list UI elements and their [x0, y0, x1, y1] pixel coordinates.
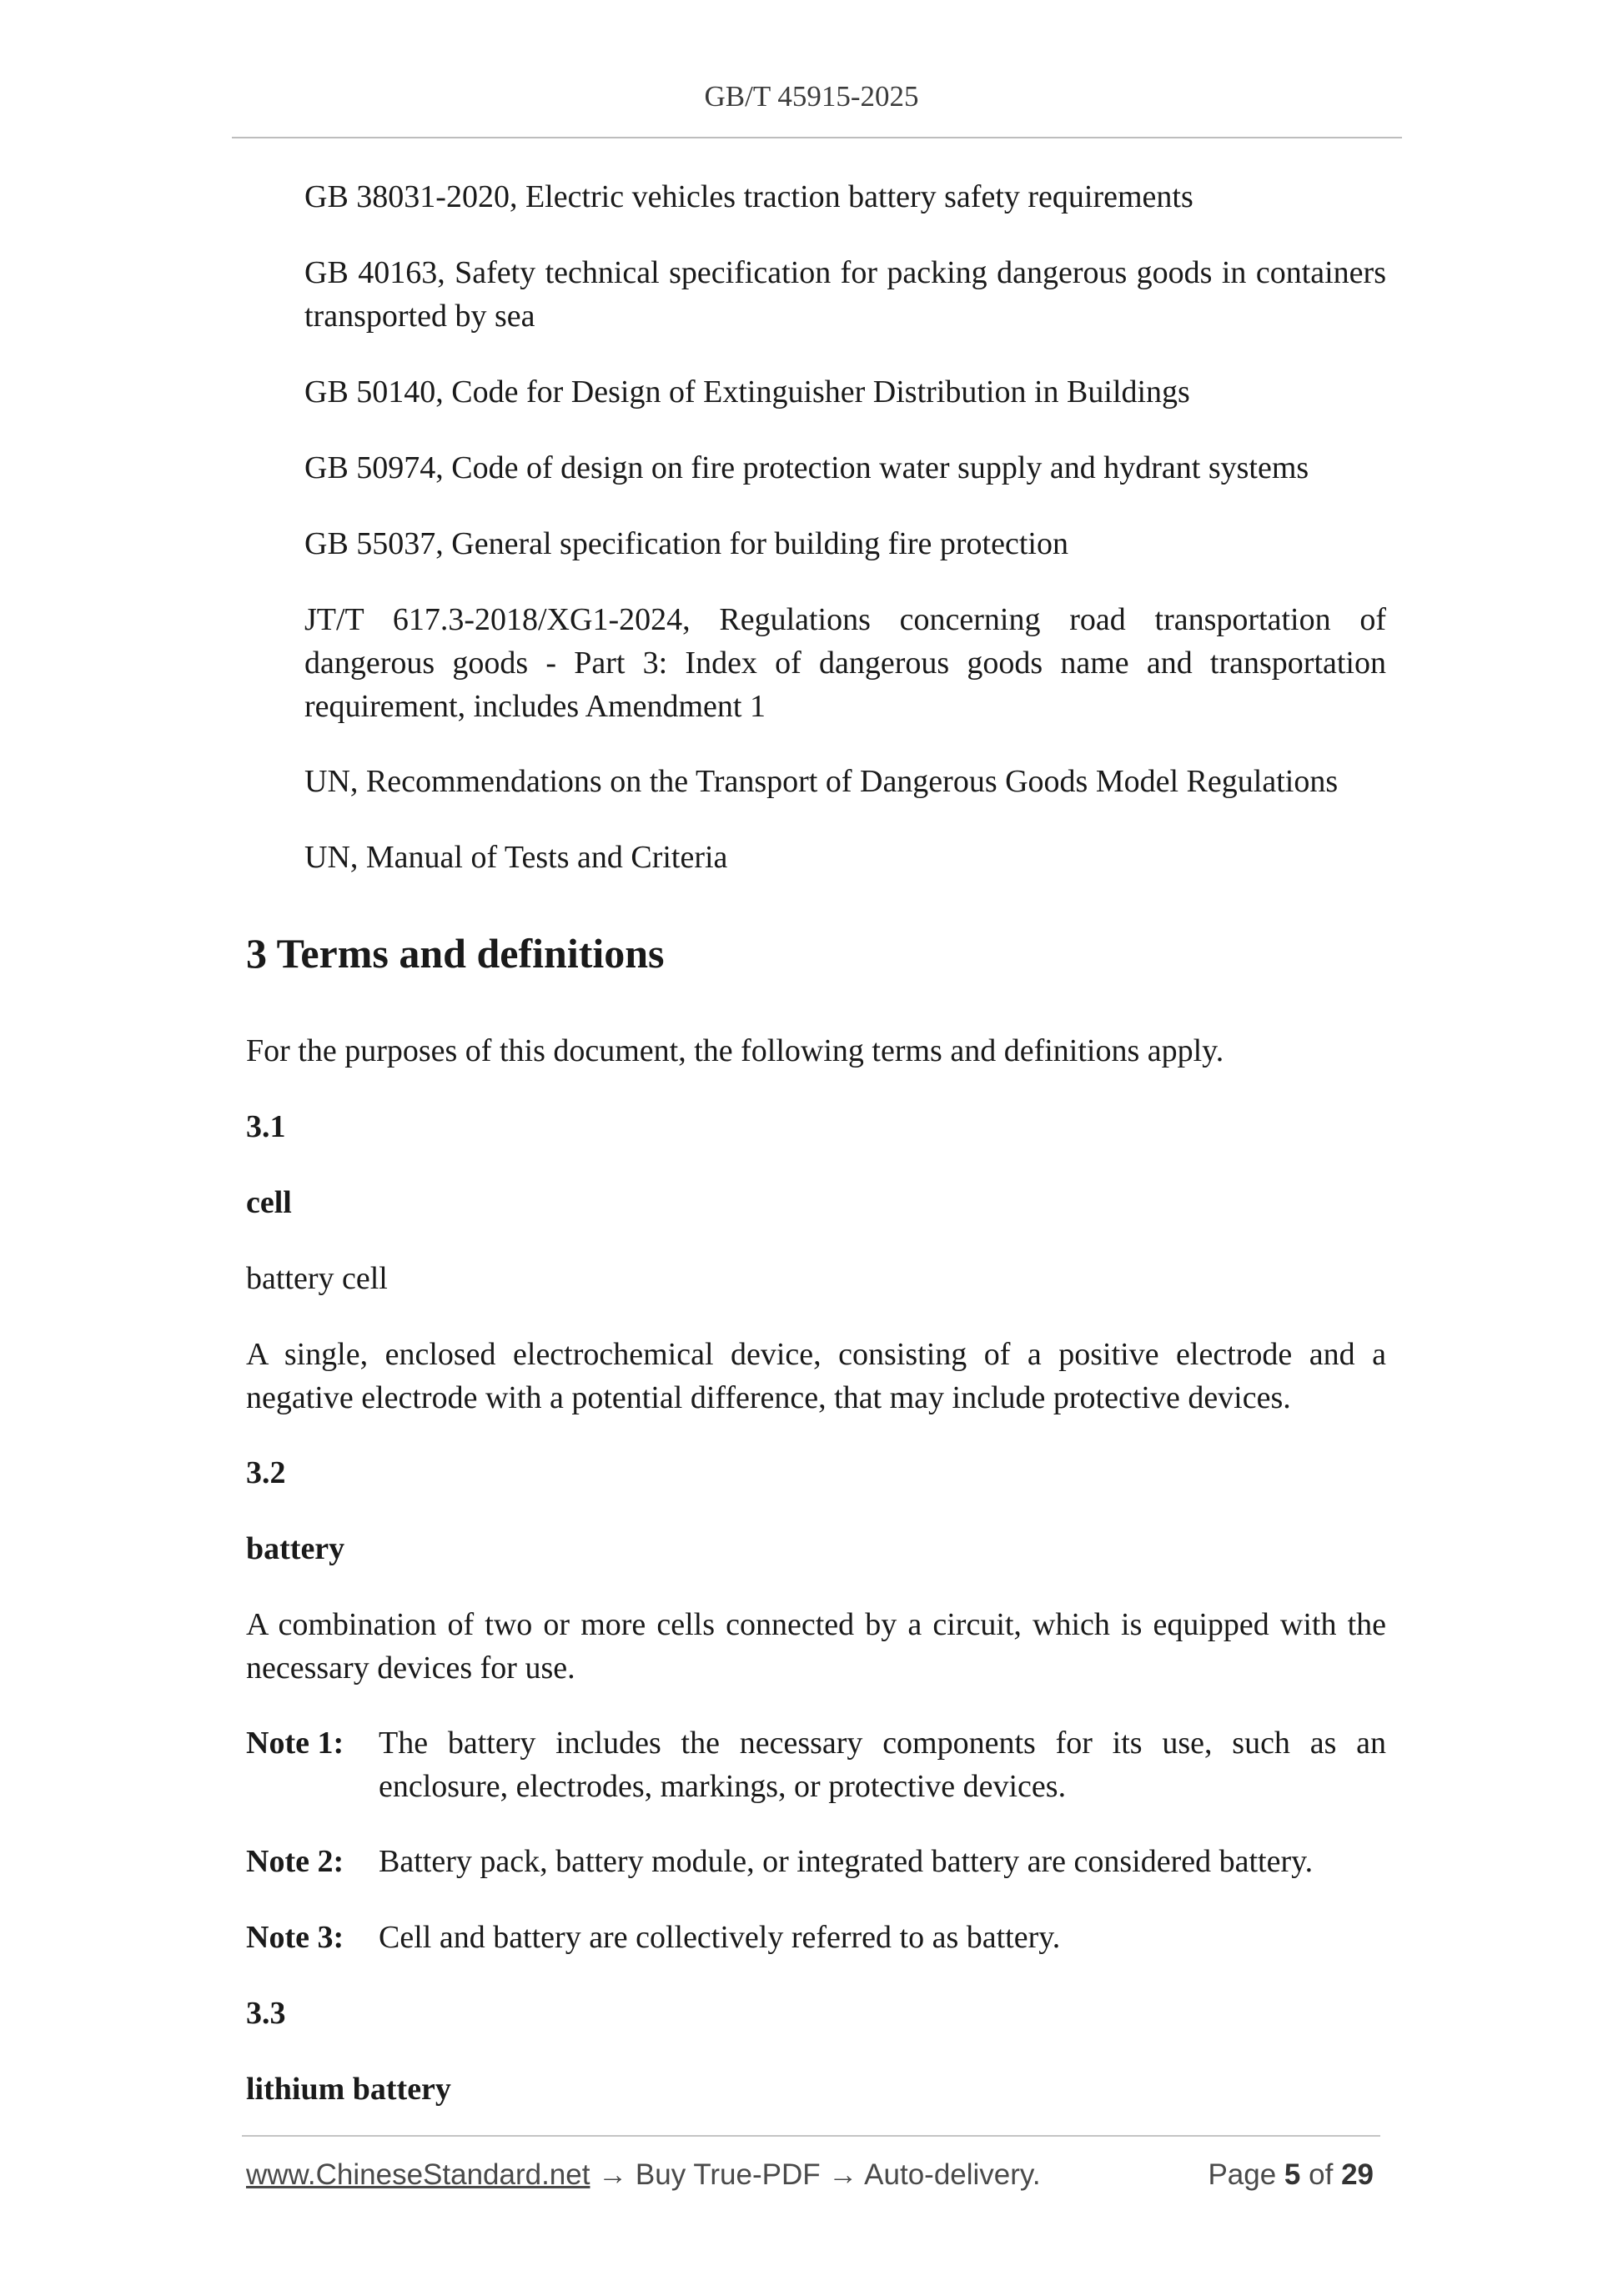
note-text: Cell and battery are collectively referred to as battery.	[379, 1920, 1061, 1955]
note-text: Battery pack, battery module, or integrated battery are considered battery.	[379, 1844, 1314, 1879]
term-name: cell	[246, 1185, 292, 1220]
page-word: Page	[1208, 2158, 1277, 2191]
reference-gb-38031: GB 38031-2020, Electric vehicles traction battery safety requirements	[304, 179, 1193, 214]
term-synonym: battery cell	[246, 1261, 388, 1296]
note-text: The battery includes the necessary components for its use, such as an enclosure, electrodes, markings, or protective devices.	[379, 1726, 1386, 1804]
footer-divider	[242, 2135, 1380, 2137]
page-footer	[246, 2158, 1380, 2200]
document-header-code: GB/T 45915-2025	[704, 80, 919, 113]
term-definition: A combination of two or more cells connected by a circuit, which is equipped with the necessary devices for use.	[246, 1607, 1386, 1686]
header-divider	[232, 137, 1402, 138]
term-name: lithium battery	[246, 2072, 451, 2107]
page-current: 5	[1284, 2158, 1301, 2191]
footer-promo-text: → Buy True-PDF → Auto-delivery.	[590, 2158, 1041, 2191]
term-number: 3.2	[246, 1455, 286, 1490]
page-total: 29	[1341, 2158, 1374, 2191]
reference-un-manual: UN, Manual of Tests and Criteria	[304, 840, 728, 875]
reference-gb-40163: GB 40163, Safety technical specification for packing dangerous goods in containers transported by sea	[304, 255, 1386, 334]
term-definition: A single, enclosed electrochemical device, consisting of a positive electrode and a negative electrode with a potential difference, that may include protective devices.	[246, 1337, 1386, 1415]
reference-gb-50974: GB 50974, Code of design on fire protection water supply and hydrant systems	[304, 450, 1309, 485]
section-heading: 3 Terms and definitions	[246, 930, 665, 977]
of-word: of	[1309, 2158, 1334, 2191]
site-link[interactable]: www.ChineseStandard.net	[246, 2158, 590, 2191]
term-number: 3.1	[246, 1109, 286, 1144]
page-indicator	[1208, 2158, 1374, 2192]
term-number: 3.3	[246, 1996, 286, 2031]
reference-gb-55037: GB 55037, General specification for building fire protection	[304, 526, 1068, 561]
reference-gb-50140: GB 50140, Code for Design of Extinguisher Distribution in Buildings	[304, 374, 1190, 409]
note-label: Note 2:	[246, 1844, 344, 1879]
reference-un-recommendations: UN, Recommendations on the Transport of Dangerous Goods Model Regulations	[304, 764, 1339, 799]
note-label: Note 3:	[246, 1920, 344, 1955]
reference-jt-t-617: JT/T 617.3-2018/XG1-2024, Regulations concerning road transportation of dangerous goods - Part 3: Index of dangerous goods name and transportation requirement, includes Amendment 1	[304, 602, 1386, 724]
term-name: battery	[246, 1531, 345, 1566]
note-label: Note 1:	[246, 1726, 344, 1761]
section-intro: For the purposes of this document, the following terms and definitions apply.	[246, 1033, 1224, 1068]
